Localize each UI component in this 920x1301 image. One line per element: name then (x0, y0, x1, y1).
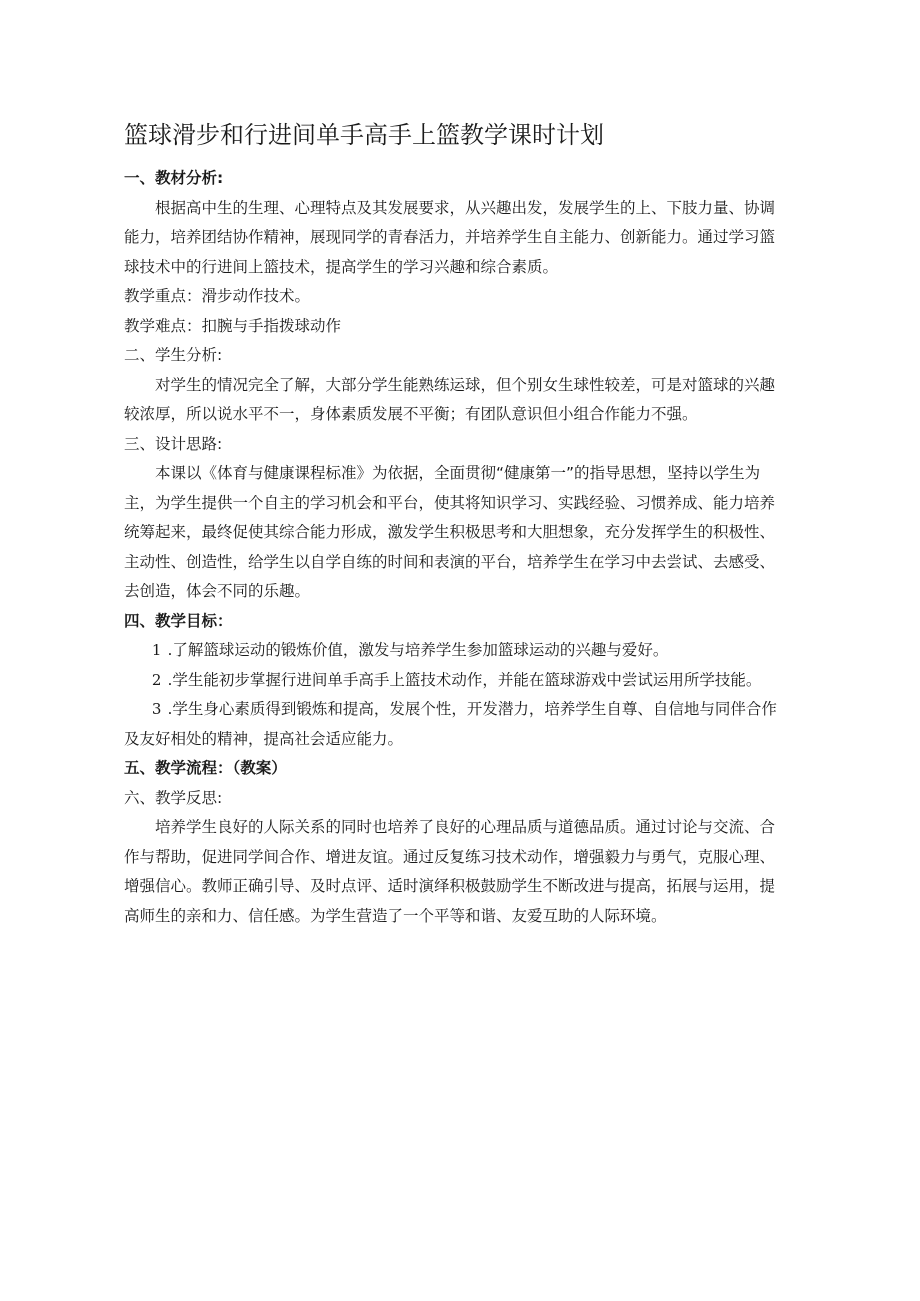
section-heading-teaching-goals: 四、教学目标： (124, 611, 233, 630)
goal-item-3 (124, 695, 784, 754)
difficulty-text: 教学难点：扣腕与手指拨球动作 (124, 316, 342, 335)
section-heading-design-idea: 三、设计思路: (124, 434, 223, 453)
document-title: 篮球滑步和行进间单手高手上篮教学课时计划 (124, 121, 604, 149)
goal-text: .学生能初步掌握行进间单手高手上篮技术动作，并能在篮球游戏中尝试运用所学技能。 (167, 670, 762, 689)
goal-number: 2 (151, 670, 162, 689)
goal-text: .学生身心素质得到锻炼和提高，发展个性，开发潜力，培养学生自尊、自信地与同伴合作及友好相处的精神，提高社会适应能力。 (124, 700, 777, 748)
reflection-text: 培养学生良好的人际关系的同时也培养了良好的心理品质与道德品质。通过讨论与交流、合作与帮助，促进同学间合作、增进友谊。通过反复练习技术动作，增强毅力与勇气，克服心理、增强信心。教师正确引导、及时点评、适时演绎积极鼓励学生不断改进与提高，拓展与运用，提高师生的亲和力、信任感。为学生营造了一个平等和谐、友爱互助的人际环境。 (124, 818, 776, 925)
goal-text: .了解篮球运动的锻炼价值，激发与培养学生参加篮球运动的兴趣与爱好。 (167, 641, 669, 659)
key-point-text: 教学重点：滑步动作技术。 (124, 287, 311, 305)
goal-item-1 (124, 636, 784, 666)
goal-item-2 (124, 666, 784, 696)
goal-number: 1 (151, 641, 162, 659)
goal-number: 3 (151, 700, 162, 718)
student-analysis-text: 对学生的情况完全了解，大部分学生能熟练运球，但个别女生球性较差，可是对篮球的兴趣较浓厚，所以说水平不一，身体素质发展不平衡；有团队意识但小组合作能力不强。 (124, 375, 776, 423)
material-analysis-text: 根据高中生的生理、心理特点及其发展要求，从兴趣出发，发展学生的上、下肢力量、协调能力，培养团结协作精神，展现同学的青春活力，并培养学生自主能力、创新能力。通过学习篮球技术中的行进间上篮技术，提高学生的学习兴趣和综合素质。 (124, 198, 776, 276)
section-heading-teaching-flow: 五、教学流程：（教案） (124, 759, 287, 777)
section-heading-student-analysis: 二、学生分析: (124, 346, 223, 364)
document-body (124, 164, 784, 931)
section-heading-material-analysis: 一、教材分析: (124, 169, 224, 187)
design-idea-text: 本课以《体育与健康课程标准》为依据，全面贯彻“健康第一”的指导思想，坚持以学生为主，为学生提供一个自主的学习机会和平台，使其将知识学习、实践经验、习惯养成、能力培养统筹起来，最终促使其综合能力形成，激发学生积极思考和大胆想象，充分发挥学生的积极性、主动性、创造性，给学生以自学自练的时间和表演的平台，培养学生在学习中去尝试、去感受、去创造，体会不同的乐趣。 (124, 464, 776, 600)
section-heading-reflection: 六、教学反思: (124, 788, 223, 807)
